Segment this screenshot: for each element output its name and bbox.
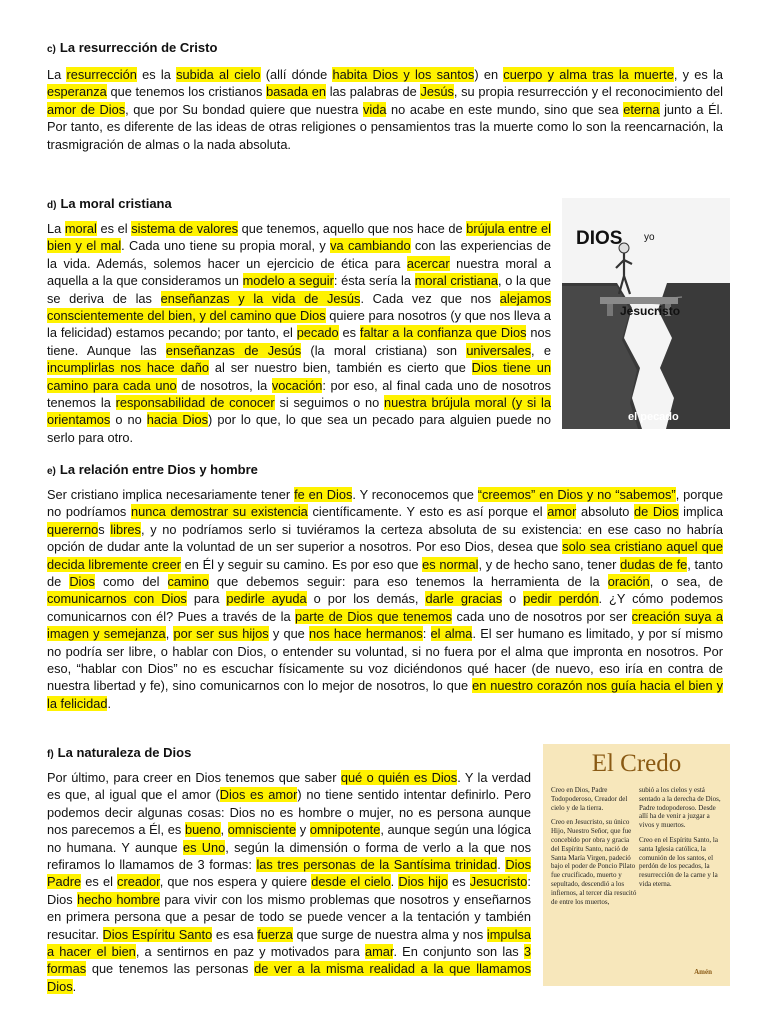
highlighted-text: Dios Espíritu Santo [102, 926, 213, 942]
body-text: absoluto [576, 504, 635, 520]
highlighted-text: Jesús [420, 84, 454, 100]
highlighted-text: eterna [623, 101, 660, 117]
highlighted-text: cuerpo y alma tras la muerte [503, 67, 674, 82]
highlighted-text: de ver a la misma realidad a la que llamamos Dios [47, 961, 531, 994]
body-text: , y de hecho sano, tener [478, 556, 621, 572]
section-d-paragraph [47, 220, 551, 446]
highlighted-text: las tres personas de la Santísima trinidad [256, 857, 498, 873]
body-text: , porque no podríamos [47, 487, 723, 520]
body-text: quiere para nosotros (y que nos lleva a la felicidad) estamos pecando; por tanto, el [47, 308, 551, 341]
section-f-letter: f) [47, 749, 54, 760]
label-jesucristo: Jesucristo [620, 304, 681, 318]
body-text: para [186, 591, 227, 607]
highlighted-text: universales [466, 342, 532, 358]
body-text: no acabe en este mundo, sino que sea [386, 101, 624, 117]
highlighted-text: acercar [406, 255, 450, 271]
highlighted-text: dudas de fe [620, 556, 688, 572]
section-f-title: La naturaleza de Dios [57, 745, 192, 760]
body-text: que debemos seguir: para eso tenemos la herramienta de la [208, 574, 608, 590]
section-c-paragraph [47, 66, 723, 153]
highlighted-text: fe en Dios [294, 487, 353, 502]
highlighted-text: habita Dios y los santos [332, 67, 475, 82]
highlighted-text: brújula entre el bien y el mal [47, 221, 552, 254]
body-text: ) en [474, 67, 504, 82]
bridge-illustration [562, 198, 730, 429]
body-text: : [422, 626, 431, 642]
highlighted-text: Dios es amor [219, 787, 298, 803]
body-text: en Él y seguir su camino. Es por eso que [181, 556, 423, 572]
highlighted-text: Dios hijo [398, 874, 448, 890]
highlighted-text: enseñanzas y la vida de Jesús [160, 290, 361, 306]
highlighted-text: faltar a la confianza que Dios [359, 325, 527, 341]
body-text: , según la dimensión o forma de verlo a la que nos refiramos lo llamamos de 3 formas: [47, 839, 531, 873]
body-text: como del [94, 574, 168, 590]
highlighted-text: nunca demostrar su existencia [130, 504, 308, 520]
highlighted-text: subida al cielo [176, 67, 261, 82]
highlighted-text: Dios Padre [47, 857, 531, 890]
highlighted-text: pedirle ayuda [226, 591, 307, 607]
body-text: , a sentirnos en paz y motivados para [135, 944, 365, 960]
body-text: las palabras de [326, 84, 421, 100]
highlighted-text: oración [607, 574, 650, 590]
highlighted-text: hacia Dios [146, 412, 209, 428]
highlighted-text: omnipotente [309, 822, 381, 838]
body-text: , aunque según una lógica no humana. Y aunque [47, 822, 531, 855]
body-text: : por eso, al final cada uno de nosotros tenemos la [47, 377, 551, 411]
body-text: y [296, 822, 310, 838]
section-c-heading [47, 40, 217, 55]
body-text: . En conjunto son las [393, 944, 524, 960]
body-text: . Y reconocemos que [352, 487, 478, 502]
highlighted-text: amor de Dios [47, 101, 126, 117]
credo-right-paragraph: Creo en el Espíritu Santo, la santa Iglesia católica, la comunión de los santos, el perdón de los pecados, la resurrección de la carne y la vida eterna. [639, 835, 718, 888]
body-text: La [47, 221, 65, 236]
body-text: y que [268, 626, 310, 642]
bridge-plank [600, 297, 678, 304]
highlighted-text: modelo a seguir [242, 273, 334, 289]
credo-left-paragraph: Creo en Dios, Padre Todopoderoso, Creador del cielo y de la tierra. [551, 786, 628, 812]
body-text: es el [81, 874, 118, 890]
body-text: que tenemos los cristianos [106, 84, 267, 100]
body-text: , que nos espera y quiere [159, 874, 312, 890]
highlighted-text: bueno [184, 822, 221, 838]
highlighted-text: de Dios [634, 504, 679, 520]
section-f-paragraph [47, 769, 531, 995]
section-e-title: La relación entre Dios y hombre [59, 462, 258, 477]
body-text: , y no podríamos serlo si tuviéramos la certeza absoluta de su existencia: en ese caso no habría opción de dudar ante la voluntad de un ser superior a nosotros. Por eso Dios, desea que [47, 521, 723, 555]
highlighted-text: creación suya a imagen y semejanza [47, 608, 723, 642]
credo-title: El Credo [591, 750, 682, 777]
highlighted-text: en nuestro corazón nos guía hacia el bien y la felicidad [47, 678, 723, 711]
credo-right-paragraph: subió a los cielos y está sentado a la derecha de Dios, Padre todopoderoso. Desde allí ha de venir a juzgar a vivos y muertos. [639, 786, 721, 830]
highlighted-text: el alma [430, 626, 473, 642]
body-text: es la [136, 67, 177, 82]
body-text: Ser cristiano implica necesariamente tener [47, 487, 295, 502]
body-text: , y es la [673, 67, 723, 82]
highlighted-text: responsabilidad de conocer [115, 395, 275, 411]
section-f-heading [47, 745, 191, 760]
highlighted-text: va cambiando [330, 238, 411, 254]
highlighted-text: creador [117, 874, 160, 890]
highlighted-text: hecho hombre [77, 891, 160, 907]
body-text: para vivir con los mismo problemas que nosotros y enseñarnos en primera persona que a pesar de todo se puede vencer a la tentación y también resucitar. [47, 891, 532, 942]
highlighted-text: amar [364, 944, 394, 960]
body-text: cada uno de nosotros por ser [452, 608, 632, 624]
body-text: , e [531, 342, 551, 358]
body-text: al ser nuestro bien, también es cierto que [209, 360, 472, 376]
highlighted-text: por ser sus hijos [173, 626, 269, 642]
highlighted-text: esperanza [47, 84, 107, 100]
highlighted-text: resurrección [66, 67, 137, 82]
body-text: ) por lo que, lo que sea un pecado para alguien puede no serlo para otro. [47, 412, 551, 445]
highlighted-text: amor [547, 504, 577, 520]
highlighted-text: darle gracias [425, 591, 503, 607]
highlighted-text: Dios [69, 574, 95, 590]
body-text: . [72, 978, 77, 994]
highlighted-text: pecado [296, 325, 339, 341]
highlighted-text: qué o quién es Dios [340, 770, 458, 785]
section-d-heading [47, 196, 172, 211]
section-e-heading [47, 462, 258, 477]
body-text: ) no tiene sentido intentar definirlo. Pero podemos decir algunas cosas: Dios no es hombre o mujer, no es persona aunque nos parecemos a Él, es [47, 787, 531, 838]
body-text: es [448, 874, 470, 890]
credo-left-column [551, 786, 637, 912]
body-text: si seguimos o no [274, 395, 385, 411]
body-text: nuestra moral a aquella a la que consideramos un [47, 255, 551, 289]
highlighted-text: enseñanzas de Jesús [165, 342, 302, 358]
highlighted-text: desde el cielo [311, 874, 391, 890]
highlighted-text: libres [110, 521, 141, 537]
body-text: : ésta sería la [333, 273, 415, 289]
body-text: , o la que se deriva de las [47, 273, 551, 306]
body-text: . [107, 695, 112, 711]
body-text: , tanto de [47, 556, 724, 590]
highlighted-text: solo sea cristiano aquel que decida libremente creer [47, 539, 723, 572]
label-dios: DIOS [576, 228, 623, 249]
body-text: , su propia resurrección y el reconocimiento del [453, 84, 724, 100]
body-text: científicamente. Y esto es así porque el [307, 504, 548, 520]
highlighted-text: vocación [271, 377, 323, 393]
highlighted-text: impulsa a hacer el bien [47, 926, 531, 960]
body-text: o por los demás, [306, 591, 426, 607]
body-text: s [98, 521, 111, 537]
body-text: junto a Él. Por tanto, es diferente de las ideas de otras religiones o pensamientos tras la muerte como lo son la reencarnación, la trasmigración de almas o la nada absoluta. [47, 101, 724, 152]
body-text: . Y la verdad es que, al igual que el amor ( [47, 770, 531, 803]
section-c-letter: c) [47, 44, 56, 55]
section-e-letter: e) [47, 466, 56, 477]
body-text: , que por Su bondad quiere que nuestra [125, 101, 363, 117]
body-text: o [502, 591, 524, 607]
body-text: de nosotros, la [176, 377, 272, 393]
highlighted-text: incumplirlas nos hace daño [47, 360, 210, 376]
credo-image [543, 744, 730, 986]
highlighted-text: parte de Dios que tenemos [294, 608, 453, 624]
highlighted-text: es normal [422, 556, 479, 572]
highlighted-text: Jesucristo [469, 874, 528, 890]
highlighted-text: fuerza [257, 926, 293, 942]
credo-right-column [639, 786, 725, 895]
body-text: . [390, 874, 399, 890]
section-d-title: La moral cristiana [60, 196, 172, 211]
highlighted-text: quererno [47, 521, 99, 537]
highlighted-text: camino [167, 574, 209, 590]
body-text: La [47, 67, 67, 82]
highlighted-text: comunicarnos con Dios [47, 591, 187, 607]
body-text: . Cada uno tiene su propia moral, y [121, 238, 331, 254]
body-text: . [497, 857, 506, 873]
body-text: implica [678, 504, 723, 520]
body-text: . El ser humano es limitado, y por sí mismo no podría ser libre, o hablar con Dios, o entender su voluntad, si no fuera por el alma que impronta en nosotros. Por eso, “hablar con Dios” no es escuchar físicamente su voz diciéndonos qué hacer (de nuevo, eso iría en contra de nuestra libertad y fe), sino comunicarnos con lo mejor de nosotros, lo que [47, 626, 723, 694]
body-text: . ¿Y cómo podemos comunicarnos con él? Pues a través de la [47, 591, 724, 624]
body-text: que surge de nuestra alma y nos [292, 926, 487, 942]
highlighted-text: nuestra brújula moral (y si la orientamos [47, 395, 552, 428]
bridge-drawing [562, 198, 730, 429]
body-text: que tenemos las personas [86, 961, 255, 977]
body-text: que tenemos, aquello que nos hace de [238, 221, 467, 236]
highlighted-text: 3 formas [47, 944, 532, 977]
highlighted-text: es Uno [182, 839, 226, 855]
body-text: nos tiene. Aunque las [47, 325, 551, 358]
body-text: con las experiencias de la vida. Además, solemos hacer un ejercicio de ética para [47, 238, 551, 271]
body-text: : Dios [47, 874, 531, 907]
body-text: (la moral cristiana) son [301, 342, 467, 358]
credo-left-paragraph: Creo en Jesucristo, su único Hijo, Nuestro Señor, que fue concebido por obra y gracia del Espíritu Santo, nació de Santa María Virgen, padeció bajo el poder de Poncio Pilato fue crucificado, muerto y sepultado, descendió a los infiernos, al tercer día resucitó de entre los muertos, [551, 818, 637, 906]
highlighted-text: nos hace hermanos [309, 626, 423, 642]
highlighted-text: sistema de valores [131, 221, 239, 236]
body-text: , [165, 626, 174, 642]
label-pecado: el pecado [628, 411, 679, 423]
body-text: es el [96, 221, 132, 236]
highlighted-text: vida [363, 101, 387, 117]
highlighted-text: Dios tiene un camino para cada uno [47, 360, 551, 393]
highlighted-text: “creemos” en Dios y no “sabemos” [477, 487, 676, 502]
body-text: (allí dónde [260, 67, 333, 82]
label-yo: yo [644, 232, 655, 243]
section-d-letter: d) [47, 200, 57, 211]
body-text: , o sea, de [649, 574, 723, 590]
body-text: es [338, 325, 360, 341]
highlighted-text: moral cristiana [414, 273, 499, 289]
body-text: , [220, 822, 228, 838]
body-text: es esa [212, 926, 258, 942]
highlighted-text: moral [64, 221, 97, 236]
highlighted-text: basada en [266, 84, 326, 100]
body-text: o no [110, 412, 147, 428]
highlighted-text: alejamos conscientemente del bien, y del camino que Dios [47, 290, 552, 324]
section-e-paragraph [47, 486, 723, 712]
highlighted-text: omnisciente [227, 822, 297, 838]
credo-amen: Amén [694, 968, 712, 976]
body-text: Por último, para creer en Dios tenemos que saber [47, 770, 341, 785]
body-text: . Cada vez que nos [360, 290, 500, 306]
highlighted-text: pedir perdón [523, 591, 599, 607]
section-c-title: La resurrección de Cristo [59, 40, 218, 55]
